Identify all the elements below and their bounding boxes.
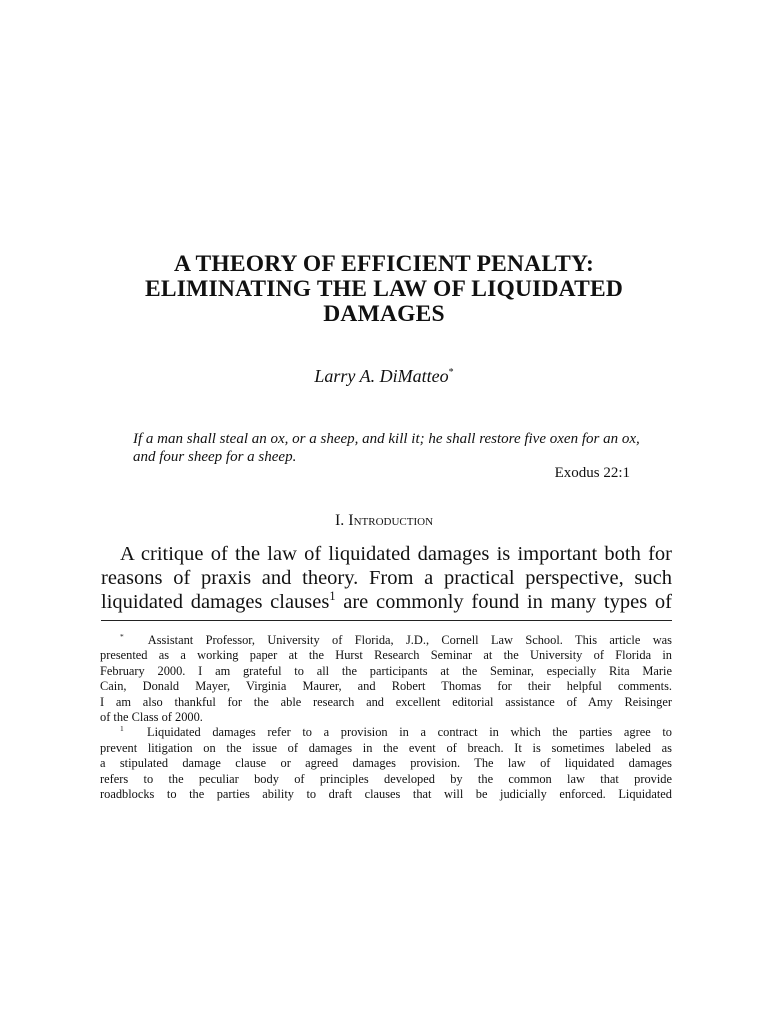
footnote-line: * Assistant Professor, University of Florida, J.D., Cornell Law School. This article was (120, 631, 672, 647)
footnote-line: presented as a working paper at the Hurst Research Seminar at the University of Florida in (100, 648, 672, 663)
footnote-line: of the Class of 2000. (100, 710, 203, 725)
article-title (100, 252, 668, 327)
section-numeral: I. (334, 512, 345, 529)
footnote-line: prevent litigation on the issue of damages in the event of breach. It is sometimes labeled as (100, 740, 672, 755)
section-heading (0, 512, 768, 530)
footnote-line: I am also thankful for the able research and excellent editorial assistance of Amy Reisinger (100, 694, 672, 709)
body-line-3-end: are commonly found in many types of (335, 591, 672, 613)
footnote-marker: 1 (120, 724, 124, 734)
footnote-line: February 2000. I am grateful to all the participants at the Seminar, especially Rita Marie (100, 663, 672, 678)
footnotes (100, 633, 672, 802)
section-title: Introduction (348, 512, 434, 529)
footnote-divider (101, 620, 672, 621)
title-line-1: A THEORY OF EFFICIENT PENALTY: (173, 251, 594, 277)
title-line-3: DAMAGES (323, 301, 445, 327)
author-footnote-marker: * (448, 367, 454, 378)
footnote-line: a stipulated damage clause or agreed damages provision. The law of liquidated damages (100, 756, 672, 771)
author-byline (0, 366, 768, 387)
epigraph-line-1: If a man shall steal an ox, or a sheep, and kill it; he shall restore five oxen for an ox, (133, 431, 640, 447)
epigraph-line-2: and four sheep for a sheep. (133, 449, 297, 465)
footnote-line: roadblocks to the parties ability to draft clauses that will be judicially enforced. Liquidated (100, 787, 672, 802)
epigraph (133, 430, 653, 466)
body-paragraph (101, 542, 672, 614)
body-line-3 (101, 590, 672, 614)
body-line-1: A critique of the law of liquidated damages is important both for (120, 543, 672, 565)
footnote-line: refers to the peculiar body of principles developed by the common law that provide (100, 771, 672, 786)
footnote-line: $^1$ Liquidated damages refer to a provision in a contract in which the parties agree to (120, 724, 672, 740)
footnote-marker: * (120, 631, 124, 641)
footnote-ref-1: 1 (329, 589, 336, 604)
footnote-1 (100, 725, 672, 802)
title-line-2: ELIMINATING THE LAW OF LIQUIDATED (145, 276, 623, 302)
footnote-line: Cain, Donald Mayer, Virginia Maurer, and Robert Thomas for their helpful comments. (100, 679, 672, 694)
footnote-star (100, 633, 672, 725)
author-name: Larry A. DiMatteo (314, 366, 449, 386)
body-line-3-start: liquidated damages clauses (101, 591, 330, 613)
epigraph-citation: Exodus 22:1 (554, 465, 630, 481)
body-line-2: reasons of praxis and theory. From a practical perspective, such (101, 567, 672, 589)
